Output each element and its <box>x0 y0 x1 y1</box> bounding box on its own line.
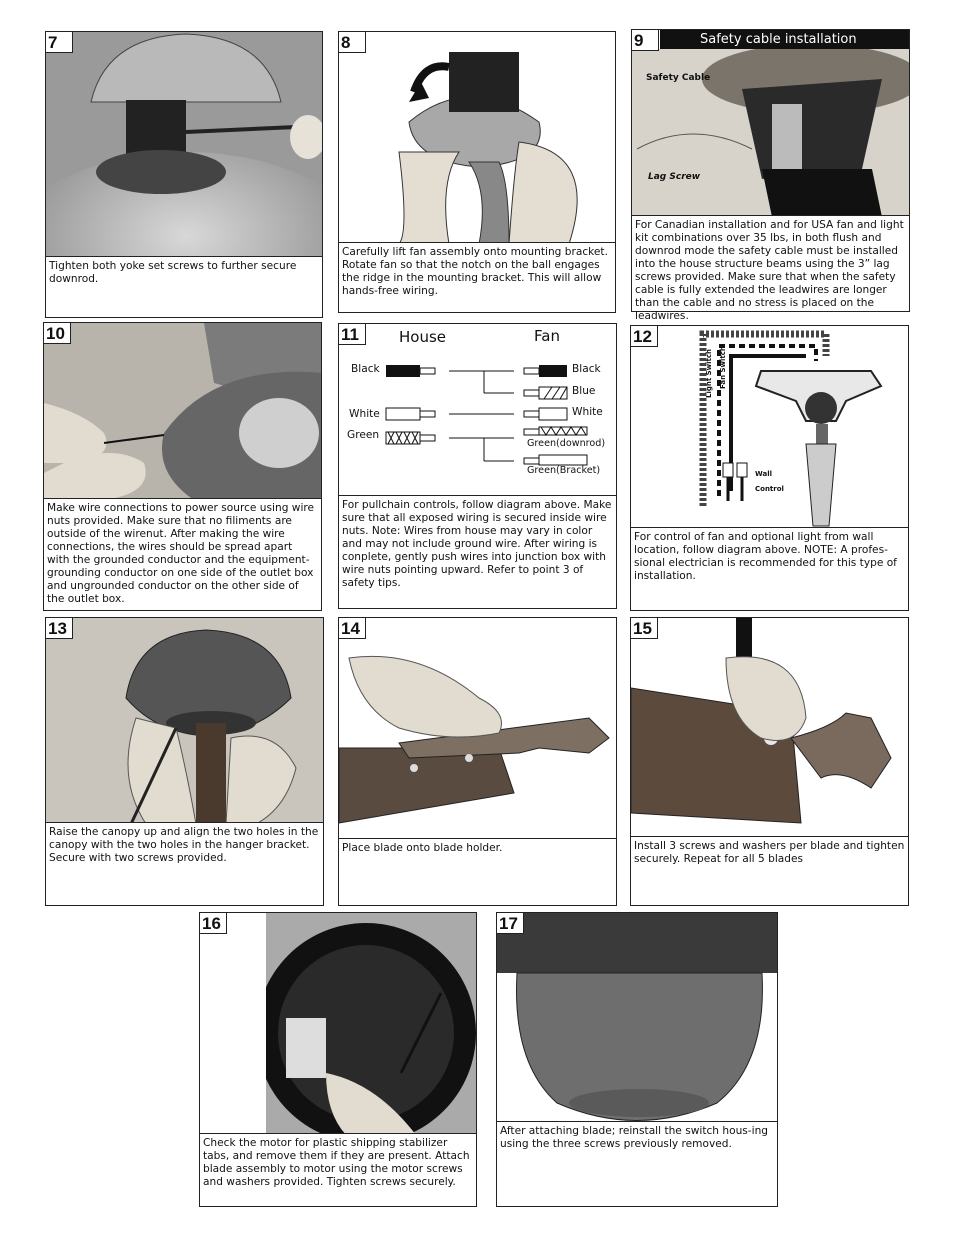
wall-label: Wall <box>755 470 772 478</box>
step-8-photo <box>339 32 615 244</box>
step-caption: Tighten both yoke set screws to further secure downrod. <box>46 256 322 317</box>
step-number: 17 <box>496 912 524 934</box>
step-number: 12 <box>630 325 658 347</box>
step-10-panel <box>43 322 322 611</box>
step-14-photo <box>339 618 616 840</box>
step-13-photo <box>46 618 323 824</box>
step-16-panel <box>199 912 477 1207</box>
step-caption: For control of fan and optional light from wall location, follow diagram above. NOTE: A profes-sional electrician is recommended for this type of installation. <box>631 527 908 610</box>
lag-screw-label: Lag Screw <box>648 172 701 182</box>
step-14-panel <box>338 617 617 906</box>
step-caption: Carefully lift fan assembly onto mounting bracket. Rotate fan so that the notch on the ball engages the ridge in the mounting bracket. This will allow hands-free wiring. <box>339 242 615 312</box>
step-number: 10 <box>43 322 71 344</box>
step-number: 11 <box>338 323 366 345</box>
step-number: 16 <box>199 912 227 934</box>
step-7-panel <box>45 31 323 318</box>
step-11-diagram <box>339 324 616 497</box>
step-caption: After attaching blade; reinstall the switch hous-ing using the three screws previously removed. <box>497 1121 777 1206</box>
step-9-photo <box>632 49 909 217</box>
step-caption: Check the motor for plastic shipping stabilizer tabs, and remove them if they are present. Attach blade assembly to motor using the motor screws and washers provided. Tighten screws securely. <box>200 1133 476 1206</box>
fan-wire-green-downrod: Green(downrod) <box>527 438 606 449</box>
fan-heading: Fan <box>534 327 560 345</box>
step-8-panel <box>338 31 616 313</box>
house-wire-black: Black <box>351 363 380 375</box>
step-caption: For pullchain controls, follow diagram above. Make sure that all exposed wiring is secured inside wire nuts. Note: Wires from house may vary in color and may not include ground wire. After wiring is conplete, gently push wires into junction box with wire nuts pointing upward. Refer to point 3 of safety tips. <box>339 495 616 608</box>
step-15-photo <box>631 618 908 838</box>
fan-wire-green-bracket: Green(Bracket) <box>527 465 601 476</box>
safety-cable-label: Safety Cable <box>646 73 711 83</box>
step-10-photo <box>44 323 321 500</box>
step-9-panel <box>631 29 910 322</box>
step-9-title: Safety cable installation <box>660 30 909 49</box>
light-switch-label: Light Switch <box>705 348 713 398</box>
step-number: 8 <box>338 31 366 53</box>
step-caption: Raise the canopy up and align the two holes in the canopy with the two holes in the hanger bracket. Secure with two screws provided. <box>46 822 323 905</box>
fan-wire-black: Black <box>572 363 601 375</box>
control-label: Control <box>755 485 784 493</box>
fan-wire-white: White <box>572 406 603 418</box>
step-number: 13 <box>45 617 73 639</box>
step-13-panel <box>45 617 324 906</box>
fan-wire-blue: Blue <box>572 385 596 397</box>
step-number: 7 <box>45 31 73 53</box>
house-wire-white: White <box>349 408 380 420</box>
step-17-panel <box>496 912 778 1207</box>
step-15-panel <box>630 617 909 906</box>
step-11-panel <box>338 323 617 609</box>
step-number: 15 <box>630 617 658 639</box>
house-wire-green: Green <box>347 429 380 441</box>
step-7-photo <box>46 32 322 258</box>
step-caption: Place blade onto blade holder. <box>339 838 616 905</box>
step-number: 9 <box>631 29 659 51</box>
step-16-photo <box>266 913 476 1135</box>
step-17-photo <box>497 913 777 1123</box>
step-12-panel <box>630 325 909 611</box>
house-heading: House <box>399 328 447 346</box>
step-caption: Install 3 screws and washers per blade and tighten securely. Repeat for all 5 blades <box>631 836 908 905</box>
fan-switch-label: Fan Switch <box>719 346 727 389</box>
step-caption: For Canadian installation and for USA fan and light kit combinations over 35 lbs, in both flush and downrod mode the safety cable must be installed into the house structure beams using the 3” lag screws provided. Make sure that when the safety cable is fully extended the leadwires are longer than the cable and no stress is placed on the leadwires. <box>632 215 909 311</box>
step-12-diagram <box>631 326 908 529</box>
step-number: 14 <box>338 617 366 639</box>
step-caption: Make wire connections to power source using wire nuts provided. Make sure that no filiments are outside of the wirenut. After making the wire connections, the wires should be spread apart with the grounded conductor and the equipment-grounding conductor on one side of the outlet box and ungrounded conductor on the other side of the outlet box. <box>44 498 321 610</box>
